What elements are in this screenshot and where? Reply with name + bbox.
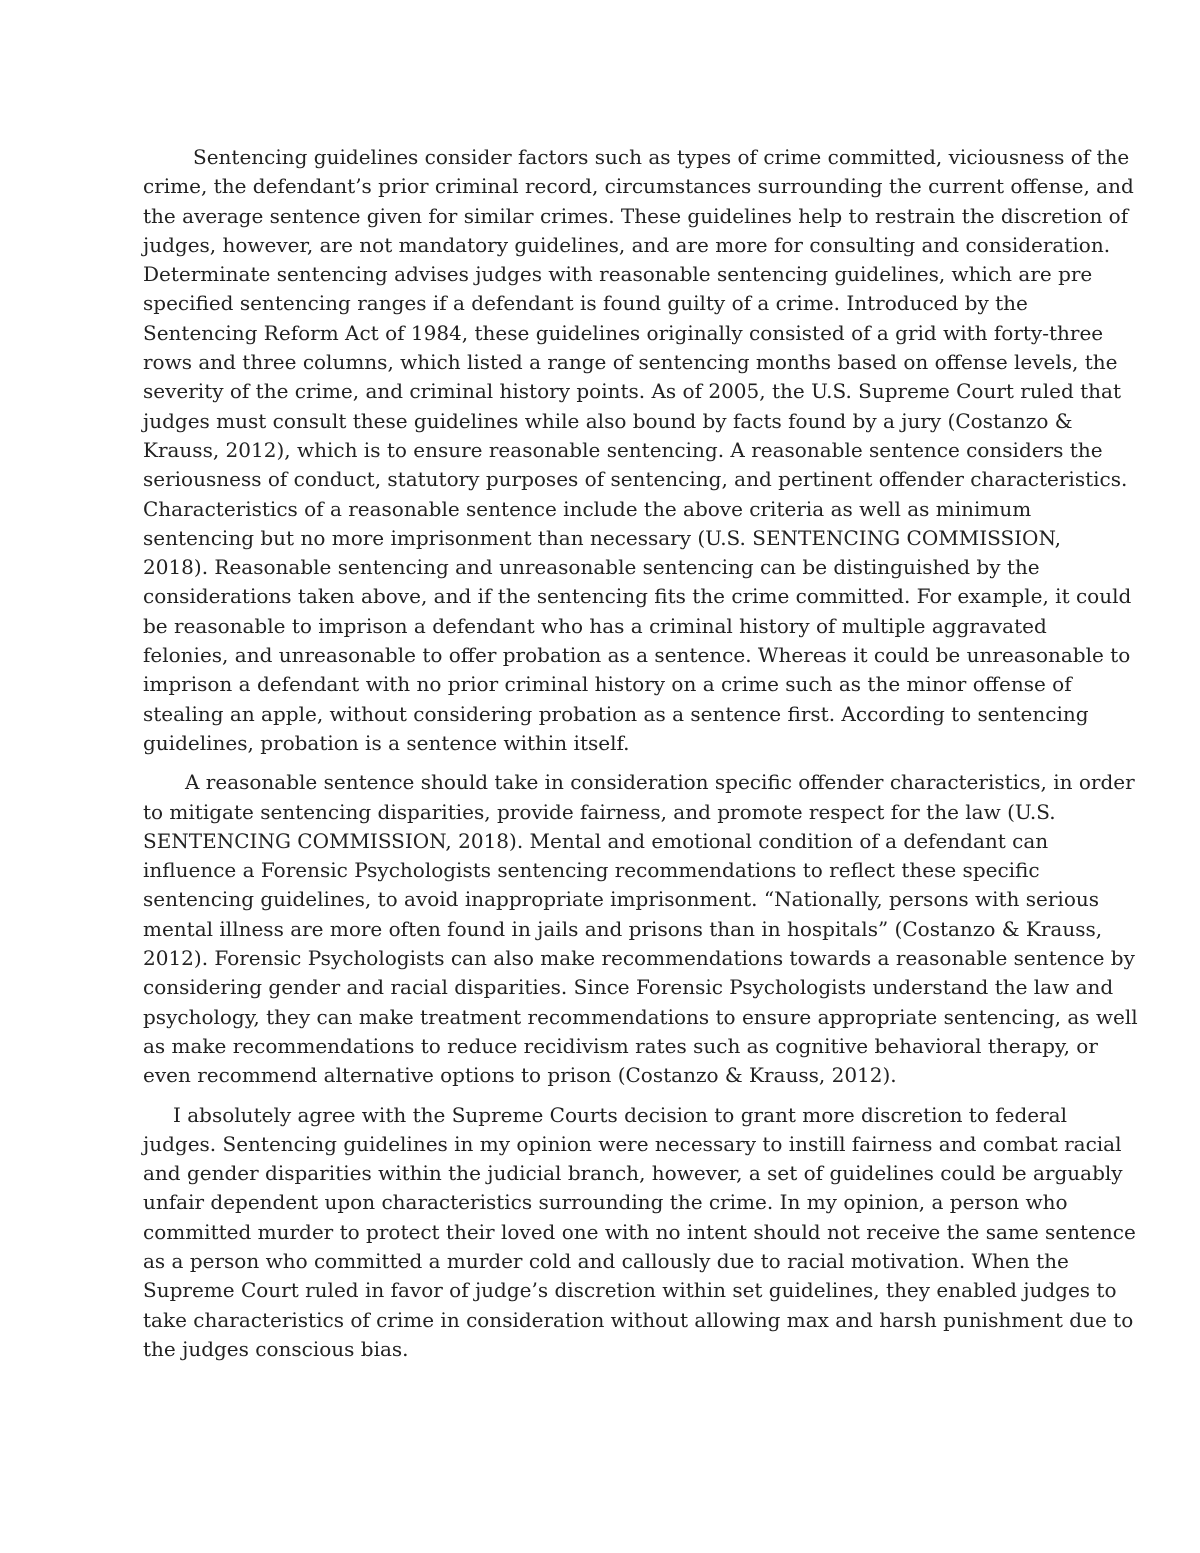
text-line: unfair dependent upon characteristics surrounding the crime. In my opinion, a person who [143, 1190, 1068, 1215]
text-line: be reasonable to imprison a defendant who has a criminal history of multiple aggravated [143, 613, 1047, 638]
text-line: Determinate sentencing advises judges with reasonable sentencing guidelines, which are pre [143, 262, 1093, 287]
text-line: I absolutely agree with the Supreme Courts decision to grant more discretion to federal [173, 1102, 1067, 1127]
text-line: the average sentence given for similar crimes. These guidelines help to restrain the discretion of [143, 203, 1129, 228]
text-line: rows and three columns, which listed a range of sentencing months based on offense levels, the [143, 350, 1118, 375]
paragraph-1 [143, 143, 1134, 758]
text-line: the judges conscious bias. [143, 1336, 409, 1361]
text-line: Supreme Court ruled in favor of judge’s discretion within set guidelines, they enabled judges to [143, 1278, 1117, 1303]
paragraph-3 [143, 1101, 1136, 1365]
document-body [143, 143, 1138, 1374]
text-line: as a person who committed a murder cold and callously due to racial motivation. When the [143, 1248, 1069, 1273]
text-line: sentencing guidelines, to avoid inappropriate imprisonment. “Nationally, persons with serious [143, 887, 1100, 912]
text-line: considerations taken above, and if the sentencing fits the crime committed. For example, it could [143, 584, 1132, 609]
text-line: 2012). Forensic Psychologists can also make recommendations towards a reasonable sentence by [143, 946, 1135, 971]
text-line: 2018). Reasonable sentencing and unreasonable sentencing can be distinguished by the [143, 555, 1040, 580]
text-line: judges. Sentencing guidelines in my opinion were necessary to instill fairness and combat racial [143, 1131, 1122, 1156]
text-line: specified sentencing ranges if a defendant is found guilty of a crime. Introduced by the [143, 291, 1028, 316]
text-line: A reasonable sentence should take in consideration specific offender characteristics, in order [185, 770, 1135, 795]
text-line: considering gender and racial disparities. Since Forensic Psychologists understand the law and [143, 975, 1114, 1000]
text-line: imprison a defendant with no prior criminal history on a crime such as the minor offense of [143, 672, 1072, 697]
text-line: seriousness of conduct, statutory purposes of sentencing, and pertinent offender characteristics. [143, 467, 1128, 492]
text-line: as make recommendations to reduce recidivism rates such as cognitive behavioral therapy, or [143, 1033, 1098, 1058]
text-line: severity of the crime, and criminal history points. As of 2005, the U.S. Supreme Court ruled that [143, 379, 1121, 404]
text-line: sentencing but no more imprisonment than necessary (U.S. SENTENCING COMMISSION, [143, 525, 1062, 550]
text-line: mental illness are more often found in jails and prisons than in hospitals” (Costanzo & Krauss, [143, 916, 1103, 941]
text-line: SENTENCING COMMISSION, 2018). Mental and emotional condition of a defendant can [143, 828, 1049, 853]
text-line: crime, the defendant’s prior criminal record, circumstances surrounding the current offense, and [143, 174, 1134, 199]
text-line: even recommend alternative options to prison (Costanzo & Krauss, 2012). [143, 1063, 897, 1088]
text-line: committed murder to protect their loved one with no intent should not receive the same sentence [143, 1219, 1136, 1244]
text-line: to mitigate sentencing disparities, provide fairness, and promote respect for the law (U.S. [143, 799, 1056, 824]
text-line: judges, however, are not mandatory guidelines, and are more for consulting and consideration. [143, 232, 1111, 257]
text-line: felonies, and unreasonable to offer probation as a sentence. Whereas it could be unreasonable to [143, 643, 1131, 668]
text-line: influence a Forensic Psychologists sentencing recommendations to reflect these specific [143, 858, 1040, 883]
paragraph-2 [143, 768, 1138, 1090]
text-line: Krauss, 2012), which is to ensure reasonable sentencing. A reasonable sentence considers the [143, 437, 1103, 462]
text-line: psychology, they can make treatment recommendations to ensure appropriate sentencing, as well [143, 1004, 1138, 1029]
text-line: Characteristics of a reasonable sentence include the above criteria as well as minimum [143, 496, 1032, 521]
text-line: guidelines, probation is a sentence within itself. [143, 730, 630, 755]
text-line: stealing an apple, without considering probation as a sentence first. According to sentencing [143, 701, 1089, 726]
text-line: Sentencing guidelines consider factors such as types of crime committed, viciousness of the [193, 145, 1130, 169]
text-line: Sentencing Reform Act of 1984, these guidelines originally consisted of a grid with forty-three [143, 320, 1104, 345]
text-line: judges must consult these guidelines while also bound by facts found by a jury (Costanzo & [143, 408, 1073, 433]
text-line: and gender disparities within the judicial branch, however, a set of guidelines could be arguably [143, 1161, 1123, 1186]
text-line: take characteristics of crime in consideration without allowing max and harsh punishment due to [143, 1307, 1134, 1332]
